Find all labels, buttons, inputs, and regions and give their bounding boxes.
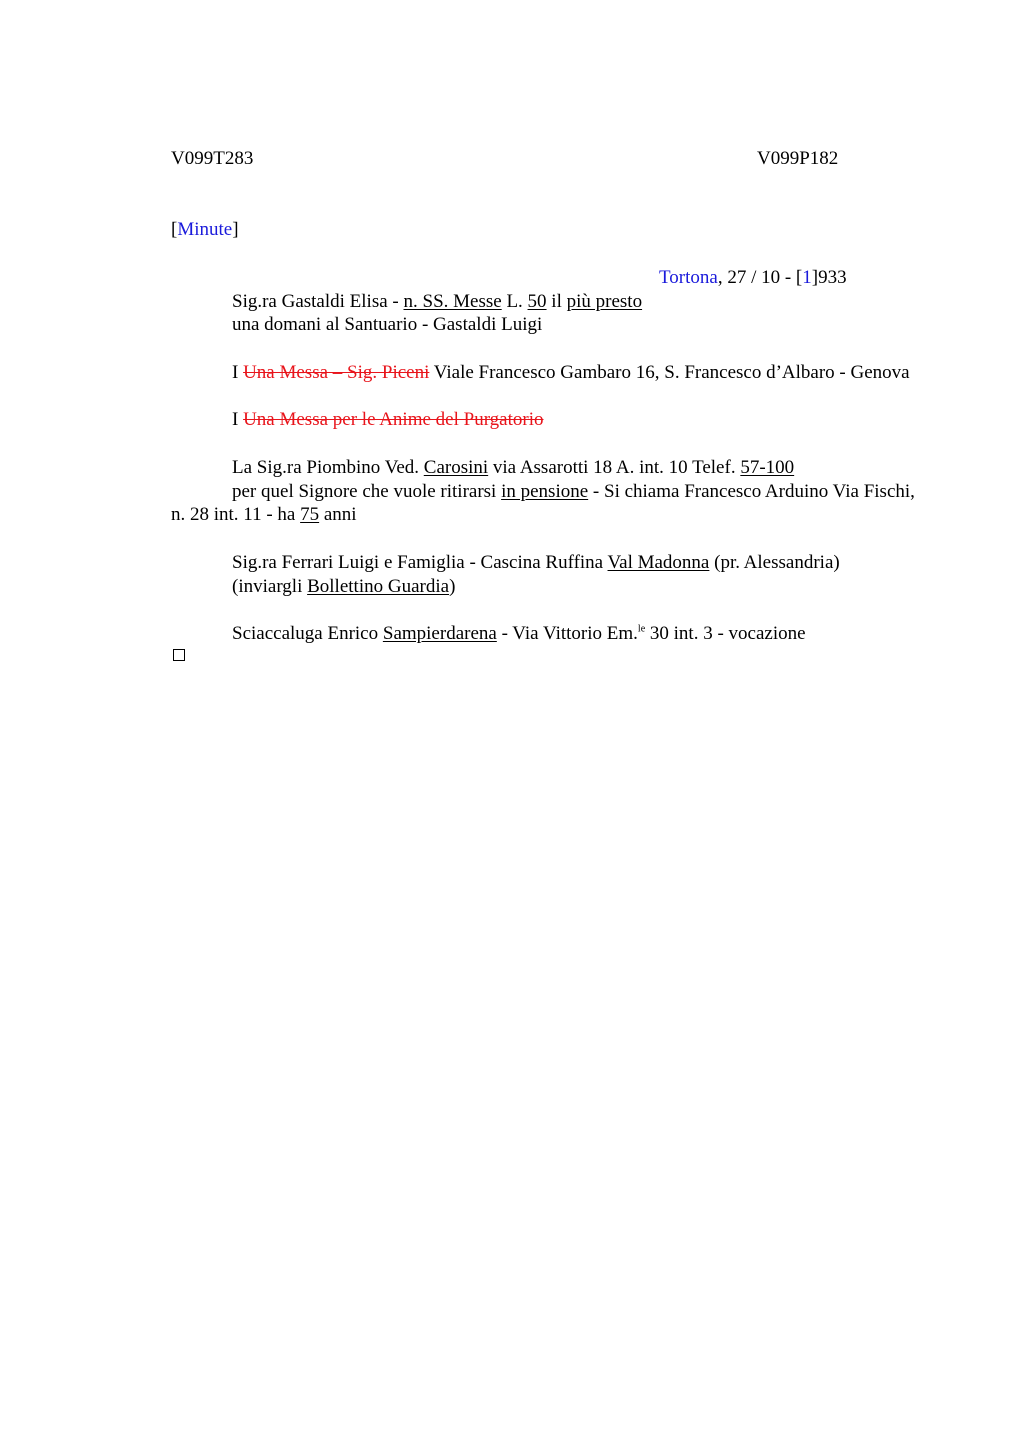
entry4-underlined-pension: in pensione — [501, 481, 589, 502]
minute-link[interactable]: Minute — [177, 219, 233, 240]
entry3-prefix: I — [232, 409, 244, 430]
entry1-text-e: il — [546, 291, 567, 312]
entry5-underlined-bulletin: Bollettino Guardia — [307, 576, 450, 597]
entry4-text-2e: anni — [319, 504, 357, 525]
entry4-underlined-age: 75 — [300, 504, 320, 525]
entry6-superscript: le — [637, 623, 646, 635]
entry1-text-c: L. — [501, 291, 528, 312]
entry4-line1 — [232, 456, 794, 479]
entry2-prefix: I — [232, 362, 244, 383]
dateline-year-digit: 1 — [802, 267, 812, 288]
minute-close-bracket: ] — [232, 219, 239, 240]
entry1-underlined-masses: n. SS. Messe — [403, 291, 502, 312]
entry6-line — [232, 622, 806, 645]
entry1-line2: una domani al Santuario - Gastaldi Luigi — [232, 314, 543, 335]
empty-checkbox-icon — [173, 649, 185, 661]
entry3-line — [232, 408, 544, 431]
minute-open-bracket: [ — [171, 219, 178, 240]
entry4-paragraph — [171, 480, 917, 526]
dateline-place-link[interactable]: Tortona — [659, 267, 718, 288]
entry1-text-a: Sig.ra Gastaldi Elisa - — [232, 291, 404, 312]
document-code-right: V099P182 — [757, 148, 839, 169]
entry5-line1 — [232, 551, 840, 574]
entry6-text-d: 30 int. 3 - vocazione — [645, 623, 806, 644]
document-code-left: V099T283 — [171, 148, 254, 169]
dateline — [659, 266, 847, 289]
entry4-text-2c: - Si chiama Francesco Arduino Via Fischi, n. 28 int. 11 - ha — [171, 481, 915, 525]
dateline-date-part2: ]933 — [811, 267, 847, 288]
minute-label — [171, 218, 239, 241]
entry6-underlined-town: Sampierdarena — [382, 623, 497, 644]
entry4-underlined-surname: Carosini — [423, 457, 489, 478]
entry2-struck-text: Una Messa – Sig. Piceni — [243, 362, 430, 383]
entry4-text-a: La Sig.ra Piombino Ved. — [232, 457, 424, 478]
entry5-line2 — [232, 575, 455, 598]
entry5-text-2a: (inviargli — [232, 576, 308, 597]
entry1-line1 — [232, 290, 642, 313]
entry6-text-a: Sciaccaluga Enrico — [232, 623, 383, 644]
entry1-underlined-amount: 50 — [527, 291, 547, 312]
entry5-underlined-place: Val Madonna — [607, 552, 710, 573]
entry1-underlined-soonest: più presto — [566, 291, 643, 312]
entry5-text-2c: ) — [449, 576, 456, 597]
entry4-underlined-phone: 57-100 — [740, 457, 795, 478]
entry3-struck-text: Una Messa per le Anime del Purgatorio — [243, 409, 544, 430]
entry5-text-c: (pr. Alessandria) — [709, 552, 840, 573]
entry6-text-c: - Via Vittorio Em. — [496, 623, 638, 644]
entry5-text-a: Sig.ra Ferrari Luigi e Famiglia - Cascina Ruffina — [232, 552, 608, 573]
dateline-date-part1: , 27 / 10 - [ — [717, 267, 803, 288]
entry2-address: Viale Francesco Gambaro 16, S. Francesco d’Albaro - Genova — [429, 362, 910, 383]
entry2-paragraph — [171, 361, 917, 384]
entry4-text-c: via Assarotti 18 A. int. 10 Telef. — [488, 457, 741, 478]
entry4-text-2a: per quel Signore che vuole ritirarsi — [232, 481, 502, 502]
